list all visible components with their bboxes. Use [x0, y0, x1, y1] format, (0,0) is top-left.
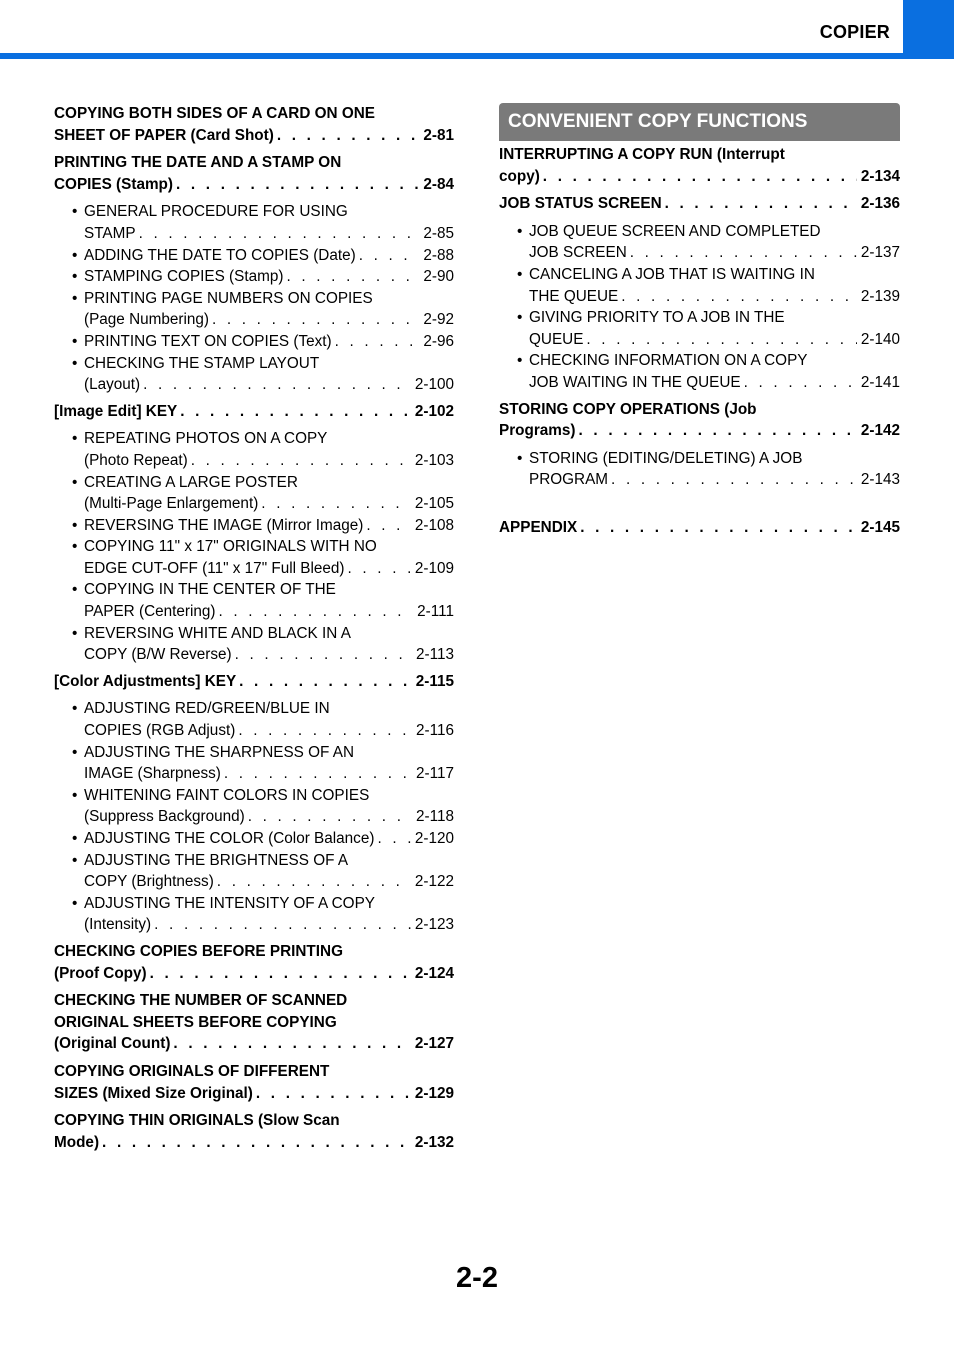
toc-entry-text: THE QUEUE — [529, 287, 619, 305]
toc-entry-text: (Layout) — [84, 376, 141, 394]
dot-leader — [665, 193, 857, 215]
bullet-icon: • — [517, 265, 523, 283]
bullet-icon: • — [72, 743, 78, 761]
bullet-icon: • — [72, 473, 78, 491]
toc-page-ref: 2-105 — [414, 495, 454, 513]
header-accent-bar — [0, 53, 954, 59]
dot-leader — [224, 763, 412, 785]
toc-entry-text: • CANCELING A JOB THAT IS WAITING IN — [517, 264, 815, 286]
toc-entry-text: (Intensity) — [84, 916, 152, 934]
toc-entry-text: COPYING ORIGINALS OF DIFFERENT — [54, 1062, 330, 1080]
toc-subentry[interactable] — [72, 288, 454, 331]
toc-entry-text: • CHECKING INFORMATION ON A COPY — [517, 350, 808, 372]
dot-leader — [579, 420, 857, 442]
toc-entry-text: • STAMPING COPIES (Stamp) — [72, 266, 283, 288]
toc-entry-text: ORIGINAL SHEETS BEFORE COPYING — [54, 1013, 337, 1031]
toc-page-ref: 2-100 — [414, 376, 454, 394]
toc-page-ref: 2-139 — [860, 287, 900, 305]
toc-subentry[interactable] — [72, 742, 454, 785]
toc-page-ref: 2-142 — [860, 422, 900, 440]
dot-leader — [348, 558, 411, 580]
toc-entry-text: STAMP — [84, 224, 136, 242]
toc-page-ref: 2-84 — [423, 175, 454, 193]
toc-page-ref: 2-111 — [417, 603, 454, 621]
dot-leader — [744, 372, 857, 394]
toc-entry-text: • JOB QUEUE SCREEN AND COMPLETED — [517, 221, 821, 243]
dot-leader — [212, 309, 419, 331]
toc-page-ref: 2-103 — [414, 451, 454, 469]
dot-leader — [286, 266, 419, 288]
toc-entry-text: (Suppress Background) — [84, 808, 245, 826]
toc-page-ref: 2-102 — [414, 402, 454, 420]
toc-subentry[interactable] — [72, 785, 454, 828]
bullet-icon: • — [72, 538, 78, 556]
dot-leader — [366, 515, 411, 537]
toc-entry-text: JOB SCREEN — [529, 244, 627, 262]
dot-leader — [248, 806, 412, 828]
toc-subentry[interactable] — [72, 828, 454, 850]
toc-entry-text: • ADJUSTING THE SHARPNESS OF AN — [72, 742, 354, 764]
toc-page-ref: 2-140 — [860, 330, 900, 348]
toc-entry-text: • WHITENING FAINT COLORS IN COPIES — [72, 785, 369, 807]
dot-leader — [219, 601, 414, 623]
toc-subentry[interactable] — [72, 331, 454, 353]
toc-entry-text: CHECKING COPIES BEFORE PRINTING — [54, 942, 343, 960]
toc-entry-text: • STORING (EDITING/DELETING) A JOB — [517, 448, 802, 470]
dot-leader — [543, 166, 857, 188]
toc-entry-text: (Multi-Page Enlargement) — [84, 495, 259, 513]
toc-entry-text: COPIES (Stamp) — [54, 175, 173, 193]
dot-leader — [256, 1083, 411, 1105]
toc-subentry[interactable] — [72, 245, 454, 267]
toc-entry-text: JOB STATUS SCREEN — [499, 195, 662, 213]
toc-appendix — [499, 517, 900, 539]
toc-entry-text: COPY (B/W Reverse) — [84, 646, 232, 664]
toc-page-ref: 2-122 — [414, 873, 454, 891]
toc-entry[interactable] — [499, 193, 900, 215]
dot-leader — [621, 286, 857, 308]
toc-subentry[interactable] — [517, 264, 900, 307]
toc-entry-text: • GIVING PRIORITY TO A JOB IN THE — [517, 307, 785, 329]
toc-entry-text: STORING COPY OPERATIONS (Job — [499, 400, 757, 418]
toc-page-ref: 2-145 — [860, 518, 900, 536]
toc-page-ref: 2-81 — [423, 126, 454, 144]
toc-entry-text: QUEUE — [529, 330, 584, 348]
bullet-icon: • — [517, 222, 523, 240]
dot-leader — [277, 125, 420, 147]
toc-page-ref: 2-124 — [414, 964, 454, 982]
toc-entry-text: SHEET OF PAPER (Card Shot) — [54, 126, 274, 144]
dot-leader — [143, 374, 411, 396]
section-tab-marker — [903, 0, 954, 59]
toc-page-ref: 2-90 — [423, 268, 454, 286]
dot-leader — [217, 871, 411, 893]
section-banner: CONVENIENT COPY FUNCTIONS — [499, 103, 900, 141]
toc-subentry[interactable] — [72, 201, 454, 244]
toc-entry[interactable] — [54, 941, 454, 984]
toc-page-ref: 2-134 — [860, 167, 900, 185]
toc-subentry[interactable] — [517, 448, 900, 491]
toc-entry-text: (Original Count) — [54, 1035, 171, 1053]
toc-left-column — [54, 103, 454, 1159]
toc-entry-text: • COPYING 11" x 17" ORIGINALS WITH NO — [72, 536, 377, 558]
dot-leader — [180, 401, 411, 423]
dot-leader — [238, 720, 412, 742]
toc-subentry[interactable] — [517, 221, 900, 264]
bullet-icon: • — [72, 246, 78, 264]
dot-leader — [173, 1033, 410, 1055]
dot-leader — [630, 242, 857, 264]
dot-leader — [261, 493, 411, 515]
dot-leader — [191, 450, 411, 472]
toc-entry-text: • REVERSING THE IMAGE (Mirror Image) — [72, 515, 363, 537]
toc-entry-text: (Page Numbering) — [84, 311, 209, 329]
bullet-icon: • — [72, 430, 78, 448]
toc-entry-text: [Image Edit] KEY — [54, 402, 178, 420]
dot-leader — [359, 245, 420, 267]
toc-page-ref: 2-108 — [414, 516, 454, 534]
toc-entry[interactable] — [54, 1061, 454, 1104]
toc-entry-text: IMAGE (Sharpness) — [84, 765, 221, 783]
toc-entry-text: (Photo Repeat) — [84, 451, 188, 469]
toc-page-ref: 2-132 — [414, 1133, 454, 1151]
toc-entry-text: • ADJUSTING THE BRIGHTNESS OF A — [72, 850, 348, 872]
toc-page-ref: 2-92 — [423, 311, 454, 329]
toc-entry-text: • ADJUSTING THE COLOR (Color Balance) — [72, 828, 374, 850]
toc-entry[interactable] — [54, 671, 454, 693]
toc-entry-text: (Proof Copy) — [54, 964, 147, 982]
toc-entry[interactable] — [54, 103, 454, 146]
toc-entry-text: COPYING BOTH SIDES OF A CARD ON ONE — [54, 105, 375, 122]
toc-subentry[interactable] — [517, 350, 900, 393]
bullet-icon: • — [72, 700, 78, 718]
bullet-icon: • — [72, 516, 78, 534]
toc-page-ref: 2-113 — [416, 646, 454, 664]
toc-subentry[interactable] — [72, 623, 454, 666]
toc-entry-text: PAPER (Centering) — [84, 603, 216, 621]
toc-subentry[interactable] — [72, 579, 454, 622]
toc-entry-text: CHECKING THE NUMBER OF SCANNED — [54, 992, 348, 1010]
toc-entry[interactable] — [499, 144, 900, 187]
toc-page-ref: 2-120 — [414, 830, 454, 847]
bullet-icon: • — [72, 830, 78, 847]
toc-page-ref: 2-109 — [414, 559, 454, 577]
bullet-icon: • — [72, 354, 78, 372]
toc-page-ref: 2-137 — [860, 244, 900, 262]
toc-entry-text: • REPEATING PHOTOS ON A COPY — [72, 428, 327, 450]
bullet-icon: • — [72, 786, 78, 804]
toc-page-ref: 2-117 — [416, 765, 454, 783]
toc-entry-text: • ADJUSTING THE INTENSITY OF A COPY — [72, 893, 375, 915]
bullet-icon: • — [72, 289, 78, 307]
toc-subentry[interactable] — [72, 893, 454, 936]
toc-entry-text: COPY (Brightness) — [84, 873, 214, 891]
toc-subentry[interactable] — [72, 536, 454, 579]
toc-page-ref: 2-123 — [414, 916, 454, 934]
section-label: COPIER — [819, 22, 890, 42]
toc-entry-text: APPENDIX — [499, 518, 578, 536]
dot-leader — [239, 671, 412, 693]
toc-entry-text: PROGRAM — [529, 471, 609, 489]
toc-page-ref: 2-88 — [423, 246, 454, 264]
toc-entry-text: • CHECKING THE STAMP LAYOUT — [72, 353, 319, 375]
toc-page-ref: 2-118 — [416, 808, 454, 826]
dot-leader — [377, 828, 410, 850]
toc-subentry[interactable] — [72, 698, 454, 741]
dot-leader — [150, 963, 411, 985]
toc-entry[interactable] — [54, 990, 454, 1055]
toc-page-ref: 2-129 — [414, 1084, 454, 1102]
toc-page-ref: 2-96 — [423, 332, 454, 350]
toc-entry-text: Mode) — [54, 1133, 100, 1151]
toc-page-ref: 2-85 — [423, 224, 454, 242]
toc-entry[interactable] — [54, 401, 454, 423]
toc-page-ref: 2-127 — [414, 1035, 454, 1053]
dot-leader — [139, 223, 420, 245]
toc-entry[interactable] — [54, 152, 454, 195]
toc-entry-text: • PRINTING TEXT ON COPIES (Text) — [72, 331, 332, 353]
toc-entry[interactable] — [499, 399, 900, 442]
toc-entry-text: • PRINTING PAGE NUMBERS ON COPIES — [72, 288, 373, 310]
toc-page-ref: 2-141 — [860, 373, 900, 391]
bullet-icon: • — [517, 309, 523, 327]
toc-page-ref: 2-136 — [860, 195, 900, 213]
bullet-icon: • — [72, 581, 78, 599]
toc-entry-text: PRINTING THE DATE AND A STAMP ON — [54, 154, 342, 172]
toc-page-ref: 2-143 — [860, 471, 900, 489]
toc-entry-text: Programs) — [499, 422, 576, 440]
toc-entry-text: • ADJUSTING RED/GREEN/BLUE IN — [72, 698, 330, 720]
toc-subentry[interactable] — [517, 307, 900, 350]
dot-leader — [102, 1132, 411, 1154]
toc-subentry[interactable] — [72, 850, 454, 893]
bullet-icon: • — [72, 203, 78, 221]
toc-subentry[interactable] — [72, 428, 454, 471]
toc-entry-text: EDGE CUT-OFF (11" x 17" Full Bleed) — [84, 559, 345, 577]
bullet-icon: • — [72, 894, 78, 912]
bullet-icon: • — [517, 449, 523, 467]
toc-subentry[interactable] — [72, 472, 454, 515]
toc-right-entries — [499, 144, 900, 491]
bullet-icon: • — [72, 624, 78, 642]
toc-entry-text: • CREATING A LARGE POSTER — [72, 472, 298, 494]
bullet-icon: • — [72, 332, 78, 350]
dot-leader — [235, 644, 412, 666]
dot-leader — [586, 329, 856, 351]
toc-page-ref: 2-115 — [415, 672, 454, 690]
toc-entry-text: • REVERSING WHITE AND BLACK IN A — [72, 623, 351, 645]
toc-entry[interactable] — [54, 1110, 454, 1153]
toc-entry-text: COPIES (RGB Adjust) — [84, 722, 236, 740]
dot-leader — [580, 517, 857, 539]
toc-entry[interactable] — [499, 517, 900, 539]
toc-entry-text: • COPYING IN THE CENTER OF THE — [72, 579, 336, 601]
toc-page-ref: 2-116 — [416, 722, 454, 740]
toc-entry-text: JOB WAITING IN THE QUEUE — [529, 373, 741, 391]
toc-subentry[interactable] — [72, 515, 454, 537]
dot-leader — [335, 331, 420, 353]
toc-right-column — [499, 103, 900, 545]
bullet-icon: • — [72, 851, 78, 869]
toc-entry-text: INTERRUPTING A COPY RUN (Interrupt — [499, 146, 785, 163]
toc-entry-text: • ADDING THE DATE TO COPIES (Date) — [72, 245, 356, 267]
dot-leader — [176, 174, 419, 196]
bullet-icon: • — [517, 352, 523, 370]
dot-leader — [154, 914, 411, 936]
toc-entry-text: [Color Adjustments] KEY — [54, 672, 237, 690]
toc-entry-text: SIZES (Mixed Size Original) — [54, 1084, 253, 1102]
toc-entry-text: • GENERAL PROCEDURE FOR USING — [72, 201, 348, 223]
toc-entry-text: copy) — [499, 167, 540, 185]
toc-entry-text: COPYING THIN ORIGINALS (Slow Scan — [54, 1112, 340, 1130]
bullet-icon: • — [72, 268, 78, 286]
dot-leader — [611, 469, 857, 491]
page-number: 2-2 — [456, 1262, 498, 1294]
toc-subentry[interactable] — [72, 353, 454, 396]
toc-subentry[interactable] — [72, 266, 454, 288]
